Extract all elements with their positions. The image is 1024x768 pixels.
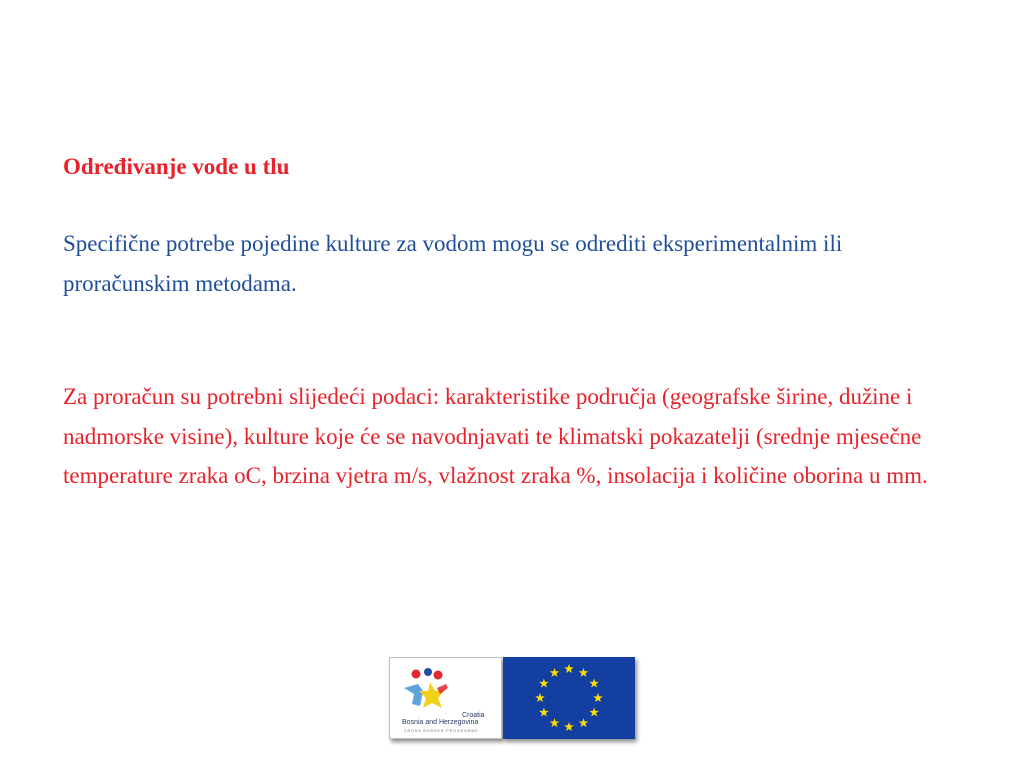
- paragraph-required-data: Za proračun su potrebni slijedeći podaci: karakteristike područja (geografske širine, dužine i nadmorske visine), kulture koje će se navodnjavati te klimatski pokazatelji (srednje mjesečne temperature zraka oC, brzina vjetra m/s, vlažnost zraka %, insolacija i količine oborina u mm.: [63, 384, 928, 488]
- footer-logos: [389, 657, 639, 743]
- eu-stars-icon: [503, 657, 635, 739]
- ipa-cross-border-logo-icon: [389, 657, 502, 739]
- ipa-logo-text-programme: CROSS BORDER PROGRAMME: [404, 729, 479, 733]
- ipa-figures-icon: [390, 658, 503, 740]
- slide-heading: Određivanje vode u tlu: [63, 154, 290, 179]
- paragraph-methods: Specifične potrebe pojedine kulture za vodom mogu se odrediti eksperimentalnim ili proračunskim metodama.: [63, 231, 843, 296]
- eu-flag-icon: [503, 657, 635, 739]
- ipa-logo-text-bih: Bosnia and Herzegovina: [402, 719, 479, 726]
- ipa-logo-text-croatia: Croatia: [462, 712, 485, 719]
